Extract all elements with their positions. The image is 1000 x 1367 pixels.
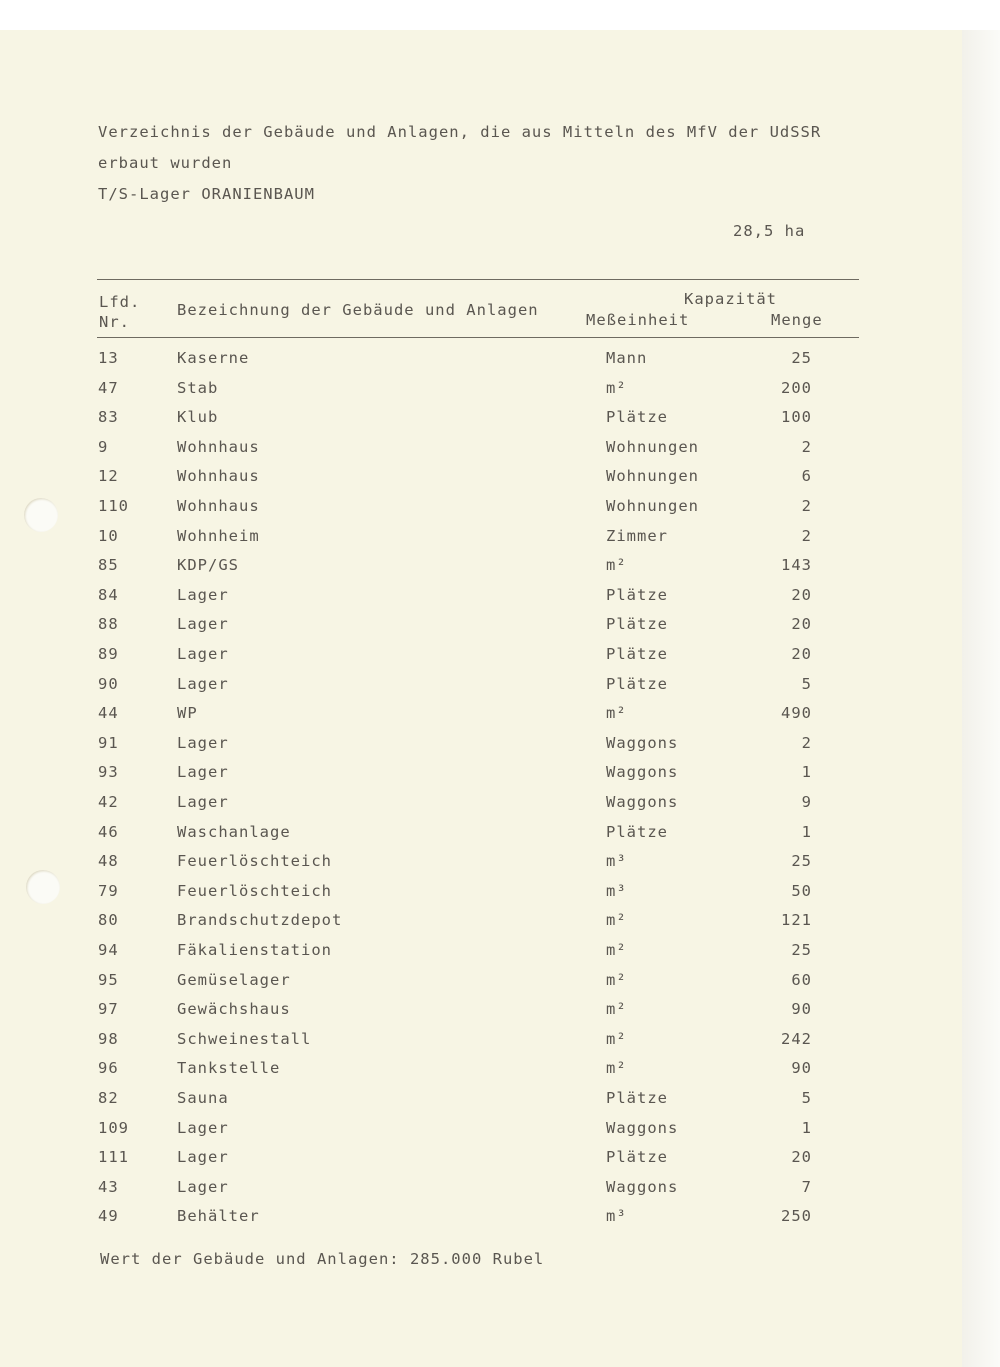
row-number: 88 (98, 615, 119, 634)
table-row (0, 704, 962, 734)
row-quantity: 25 (791, 852, 812, 871)
row-name: Lager (177, 615, 229, 634)
sheet-edge (962, 30, 1000, 1367)
row-quantity: 20 (791, 1148, 812, 1167)
row-quantity: 250 (781, 1207, 812, 1226)
table-row (0, 675, 962, 705)
row-unit: m³ (606, 1207, 627, 1226)
row-number: 80 (98, 911, 119, 930)
document-title-line-1: Verzeichnis der Gebäude und Anlagen, die aus Mitteln des MfV der UdSSR (98, 123, 822, 141)
row-quantity: 121 (781, 911, 812, 930)
row-unit: Plätze (606, 615, 668, 634)
row-number: 111 (98, 1148, 129, 1167)
table-row (0, 1000, 962, 1030)
row-unit: Waggons (606, 763, 679, 782)
header-quantity: Menge (771, 311, 823, 329)
row-number: 97 (98, 1000, 119, 1019)
row-name: Wohnhaus (177, 467, 260, 486)
row-quantity: 90 (791, 1059, 812, 1078)
table-row (0, 1030, 962, 1060)
row-number: 82 (98, 1089, 119, 1107)
row-number: 10 (98, 526, 119, 545)
table-row (0, 1119, 962, 1149)
table-row (0, 1207, 962, 1237)
row-quantity: 5 (801, 674, 812, 693)
row-name: Lager (177, 645, 229, 663)
table-row (0, 467, 962, 497)
row-unit: Plätze (606, 822, 668, 841)
row-name: Feuerlöschteich (177, 881, 332, 900)
row-name: Tankstelle (177, 1059, 281, 1078)
header-capacity: Kapazität (684, 290, 777, 308)
header-name: Bezeichnung der Gebäude und Anlagen (177, 301, 539, 319)
row-unit: m² (606, 941, 627, 959)
row-quantity: 50 (791, 881, 812, 900)
row-name: Lager (177, 674, 229, 693)
table-row (0, 438, 962, 468)
row-number: 79 (98, 881, 119, 900)
table-row (0, 793, 962, 823)
table-row (0, 615, 962, 645)
row-number: 96 (98, 1059, 119, 1078)
row-unit: m² (606, 911, 627, 930)
row-number: 84 (98, 585, 119, 604)
row-number: 42 (98, 793, 119, 811)
row-number: 93 (98, 763, 119, 782)
table-row (0, 527, 962, 557)
row-unit: Wohnungen (606, 467, 699, 486)
table-row (0, 763, 962, 793)
table-row (0, 882, 962, 912)
row-number: 44 (98, 704, 119, 723)
row-name: Gemüselager (177, 970, 291, 989)
row-quantity: 6 (801, 467, 812, 486)
row-unit: m² (606, 556, 627, 575)
row-number: 43 (98, 1177, 119, 1196)
row-number: 47 (98, 378, 119, 397)
table-row (0, 645, 962, 675)
row-quantity: 1 (801, 822, 812, 841)
row-unit: m² (606, 1029, 627, 1048)
row-unit: Plätze (606, 645, 668, 663)
row-quantity: 2 (801, 733, 812, 752)
row-name: Kaserne (177, 349, 250, 367)
row-name: Lager (177, 733, 229, 752)
area-value: 28,5 ha (733, 222, 806, 240)
document-title-line-2: erbaut wurden (98, 154, 233, 172)
row-number: 95 (98, 970, 119, 989)
table-row (0, 1148, 962, 1178)
row-unit: Waggons (606, 733, 679, 752)
table-row (0, 823, 962, 853)
row-quantity: 60 (791, 970, 812, 989)
row-name: Gewächshaus (177, 1000, 291, 1019)
row-number: 48 (98, 852, 119, 871)
row-unit: Waggons (606, 1118, 679, 1137)
row-name: Lager (177, 763, 229, 782)
row-number: 46 (98, 822, 119, 841)
row-quantity: 5 (801, 1089, 812, 1107)
row-unit: Plätze (606, 1089, 668, 1107)
row-name: Feuerlöschteich (177, 852, 332, 871)
table-top-rule (97, 279, 859, 280)
row-unit: m² (606, 970, 627, 989)
row-quantity: 7 (801, 1177, 812, 1196)
table-row (0, 1059, 962, 1089)
row-quantity: 143 (781, 556, 812, 575)
table-row (0, 734, 962, 764)
row-number: 85 (98, 556, 119, 575)
row-unit: Waggons (606, 793, 679, 811)
row-unit: Plätze (606, 408, 668, 427)
row-quantity: 242 (781, 1029, 812, 1048)
row-unit: Zimmer (606, 526, 668, 545)
row-name: Brandschutzdepot (177, 911, 343, 930)
row-number: 83 (98, 408, 119, 427)
row-number: 110 (98, 497, 129, 515)
row-name: Wohnhaus (177, 437, 260, 456)
row-unit: Wohnungen (606, 437, 699, 456)
row-unit: m³ (606, 881, 627, 900)
row-number: 9 (98, 437, 109, 456)
row-quantity: 2 (801, 497, 812, 515)
row-quantity: 25 (791, 941, 812, 959)
header-nr-line-1: Lfd. (99, 293, 141, 311)
row-name: Lager (177, 1177, 229, 1196)
row-quantity: 25 (791, 349, 812, 367)
row-unit: Mann (606, 349, 648, 367)
table-header-rule (97, 337, 859, 338)
row-number: 91 (98, 733, 119, 752)
row-quantity: 2 (801, 526, 812, 545)
row-number: 49 (98, 1207, 119, 1226)
row-name: WP (177, 704, 198, 723)
row-quantity: 490 (781, 704, 812, 723)
row-name: Sauna (177, 1089, 229, 1107)
row-quantity: 20 (791, 615, 812, 634)
row-unit: m² (606, 704, 627, 723)
row-unit: Waggons (606, 1177, 679, 1196)
row-quantity: 200 (781, 378, 812, 397)
row-name: Waschanlage (177, 822, 291, 841)
row-number: 98 (98, 1029, 119, 1048)
row-quantity: 20 (791, 645, 812, 663)
header-nr-line-2: Nr. (99, 313, 130, 331)
table-row (0, 408, 962, 438)
row-unit: m³ (606, 852, 627, 871)
row-unit: Plätze (606, 585, 668, 604)
total-value-line: Wert der Gebäude und Anlagen: 285.000 Rubel (100, 1250, 545, 1268)
row-unit: Plätze (606, 1148, 668, 1167)
row-unit: m² (606, 1000, 627, 1019)
row-name: KDP/GS (177, 556, 239, 575)
row-number: 12 (98, 467, 119, 486)
row-name: Behälter (177, 1207, 260, 1226)
row-quantity: 9 (801, 793, 812, 811)
table-row (0, 971, 962, 1001)
table-row (0, 556, 962, 586)
row-name: Wohnheim (177, 526, 260, 545)
row-unit: m² (606, 378, 627, 397)
row-name: Lager (177, 793, 229, 811)
table-row (0, 911, 962, 941)
table-row (0, 1089, 962, 1119)
row-unit: Wohnungen (606, 497, 699, 515)
row-number: 109 (98, 1118, 129, 1137)
row-quantity: 20 (791, 585, 812, 604)
row-name: Schweinestall (177, 1029, 312, 1048)
row-quantity: 90 (791, 1000, 812, 1019)
row-quantity: 1 (801, 763, 812, 782)
row-number: 89 (98, 645, 119, 663)
row-name: Lager (177, 1118, 229, 1137)
row-name: Stab (177, 378, 219, 397)
row-name: Wohnhaus (177, 497, 260, 515)
row-number: 90 (98, 674, 119, 693)
row-unit: Plätze (606, 674, 668, 693)
row-name: Fäkalienstation (177, 941, 332, 959)
table-row (0, 379, 962, 409)
row-quantity: 2 (801, 437, 812, 456)
row-name: Lager (177, 1148, 229, 1167)
table-row (0, 497, 962, 527)
row-quantity: 100 (781, 408, 812, 427)
row-quantity: 1 (801, 1118, 812, 1137)
header-unit: Meßeinheit (586, 311, 690, 329)
table-row (0, 852, 962, 882)
document-subtitle-location: T/S-Lager ORANIENBAUM (98, 185, 315, 203)
table-row (0, 349, 962, 379)
table-row (0, 586, 962, 616)
row-number: 94 (98, 941, 119, 959)
table-row (0, 941, 962, 971)
row-name: Klub (177, 408, 219, 427)
row-unit: m² (606, 1059, 627, 1078)
row-name: Lager (177, 585, 229, 604)
row-number: 13 (98, 349, 119, 367)
table-row (0, 1178, 962, 1208)
